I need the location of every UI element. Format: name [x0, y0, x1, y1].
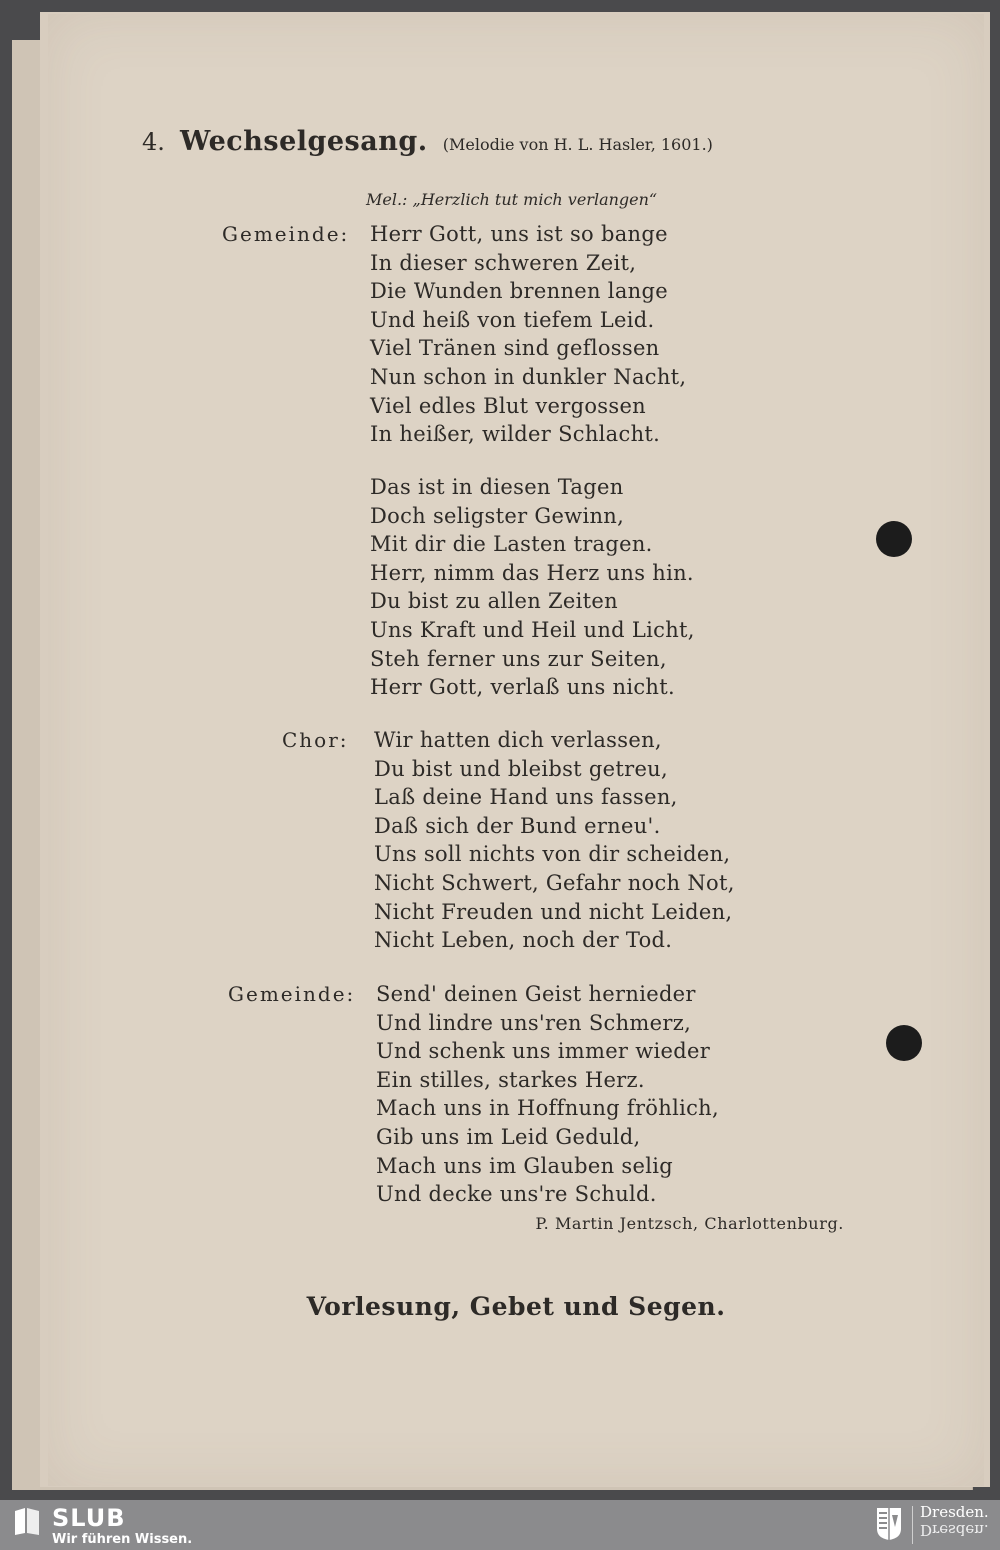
verse-line: Mit dir die Lasten tragen.: [370, 532, 653, 557]
punch-hole-bottom: [886, 1025, 922, 1061]
verse-1: [370, 220, 686, 449]
verse-line: Und decke uns're Schuld.: [376, 1182, 657, 1207]
melody-note: Mel.: „Herzlich tut mich verlangen“: [366, 190, 658, 209]
city-logo-text: [920, 1504, 989, 1538]
hymn-title: Wechselgesang.: [180, 126, 428, 157]
verse-line: Ein stilles, starkes Herz.: [376, 1067, 645, 1092]
verse-line: Viel edles Blut vergossen: [370, 393, 647, 418]
verse-line: Das ist in diesen Tagen: [370, 475, 624, 499]
verse-line: Du bist und bleibst getreu,: [374, 756, 668, 781]
verse-line: In dieser schweren Zeit,: [370, 250, 637, 275]
verse-line: Nicht Schwert, Gefahr noch Not,: [374, 870, 735, 895]
verse-line: Gib uns im Leid Geduld,: [376, 1124, 641, 1149]
verse-line: Laß deine Hand uns fassen,: [374, 785, 678, 810]
verse-2: [370, 473, 695, 702]
hymn-subtitle: (Melodie von H. L. Hasler, 1601.): [442, 135, 713, 154]
verse-line: Viel Tränen sind geflossen: [370, 336, 660, 361]
slub-book-icon: [12, 1506, 42, 1536]
hymn-number: 4.: [142, 128, 165, 156]
verse-line: Und schenk uns immer wieder: [376, 1039, 711, 1064]
verse-line: Uns Kraft und Heil und Licht,: [370, 617, 695, 642]
document-page: [48, 14, 984, 1486]
viewer-footer: [0, 1500, 1000, 1550]
city-crest-icon: [876, 1507, 902, 1541]
verse-line: Herr, nimm das Herz uns hin.: [370, 560, 694, 585]
verse-line: Die Wunden brennen lange: [370, 279, 668, 304]
verse-line: Daß sich der Bund erneu'.: [374, 813, 661, 838]
section-label-chor: Chor:: [282, 728, 349, 752]
verse-line: Nun schon in dunkler Nacht,: [370, 364, 687, 389]
verse-4: [376, 980, 719, 1209]
closing-heading: Vorlesung, Gebet und Segen.: [306, 1292, 726, 1321]
verse-line: Uns soll nichts von dir scheiden,: [374, 842, 731, 867]
verse-line: Wir hatten dich verlassen,: [374, 728, 662, 752]
verse-line: In heißer, wilder Schlacht.: [370, 422, 661, 447]
section-label-gemeinde-1: Gemeinde:: [222, 222, 350, 246]
verse-3: [374, 726, 735, 955]
verse-line: Mach uns im Glauben selig: [376, 1153, 673, 1178]
city-name-mirror: Dresden.: [920, 1521, 989, 1539]
verse-line: Mach uns in Hoffnung fröhlich,: [376, 1096, 719, 1121]
city-name: Dresden.: [920, 1503, 989, 1521]
verse-line: Nicht Leben, noch der Tod.: [374, 928, 673, 953]
verse-line: Send' deinen Geist hernieder: [376, 982, 696, 1006]
verse-line: Du bist zu allen Zeiten: [370, 589, 618, 614]
verse-line: Nicht Freuden und nicht Leiden,: [374, 899, 733, 924]
verse-line: Herr Gott, verlaß uns nicht.: [370, 675, 675, 700]
footer-separator: [912, 1506, 913, 1544]
punch-hole-top: [876, 521, 912, 557]
author-credit: P. Martin Jentzsch, Charlottenburg.: [535, 1214, 844, 1233]
hymn-heading: [142, 126, 713, 157]
verse-line: Und lindre uns'ren Schmerz,: [376, 1010, 692, 1035]
verse-line: Doch seligster Gewinn,: [370, 503, 625, 528]
library-tagline: Wir führen Wissen.: [52, 1532, 193, 1547]
library-name: SLUB: [52, 1504, 126, 1532]
section-label-gemeinde-2: Gemeinde:: [228, 982, 356, 1006]
verse-line: Herr Gott, uns ist so bange: [370, 222, 668, 246]
verse-line: Steh ferner uns zur Seiten,: [370, 646, 667, 671]
verse-line: Und heiß von tiefem Leid.: [370, 307, 655, 332]
